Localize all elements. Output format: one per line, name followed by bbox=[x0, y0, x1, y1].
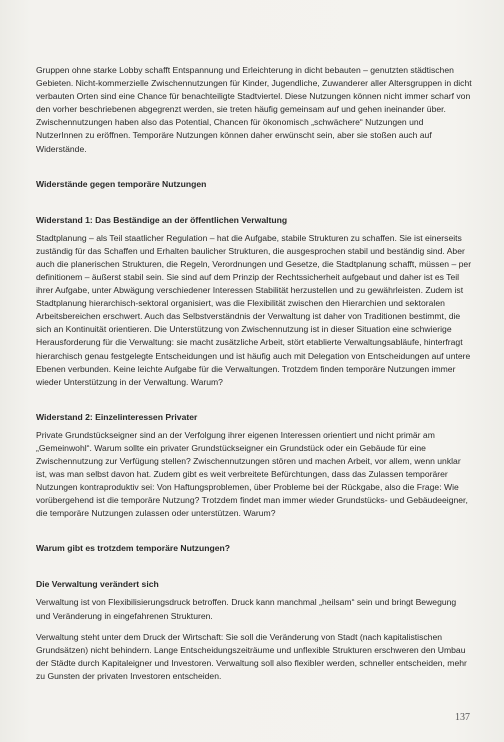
subheading-widerstand-1: Widerstand 1: Das Beständige an der öffentlichen Verwaltung bbox=[36, 214, 288, 225]
paragraph-widerstand-2: Private Grundstückseigner sind an der Verfolgung ihrer eigenen Interessen orientiert und nicht primär am „Gemeinwohl“. Warum sollte ein privater Grundstückseigner ein Grundstück oder ein Gebäude für eine Zwischennutzung zur Verfügung stellen? Zwischennutzungen stören und machen Arbeit, vor allem, wenn unklar ist, was man selbst davon hat. Zudem gibt es weit verbreitete Befürchtungen, dass das Zulassen temporärer Nutzungen kontraproduktiv sei: Von Haftungsproblemen, über Probleme bei der Rückgabe, also die Frage: Wie vorübergehend ist die temporäre Nutzung? Trotzdem findet man immer wieder Grundstücks- und Gebäudeeigner, die temporäre Nutzungen zulassen oder unterstützen. Warum? bbox=[36, 429, 468, 519]
paragraph-intro: Gruppen ohne starke Lobby schafft Entspannung und Erleichterung in dicht bebauten – genutzten städtischen Gebieten. Nicht-kommerzielle Zwischennutzungen für Kinder, Jugendliche, Zuwanderer aller Altersgruppen in dicht verbauten Orten sind eine Chance für benachteiligte Stadtviertel. Diese Nutzungen können nicht immer scharf von den vorher beschriebenen abgegrenzt werden, sie treten häufig gemeinsam auf und gehen ineinander über. Zwischennutzungen haben also das Potential, Chancen für ökonomisch „schwächere“ Nutzungen und NutzerInnen zu eröffnen. Temporäre Nutzungen können daher erwünscht sein, aber sie stoßen auch auf Widerstände. bbox=[36, 65, 472, 154]
section-heading-widerstaende: Widerstände gegen temporäre Nutzungen bbox=[36, 178, 207, 189]
subheading-widerstand-2: Widerstand 2: Einzelinteressen Privater bbox=[36, 411, 198, 422]
section-heading-warum: Warum gibt es trotzdem temporäre Nutzungen? bbox=[36, 543, 231, 554]
paragraph-verwaltung-1: Verwaltung ist von Flexibilisierungsdruck betroffen. Druck kann manchmal „heilsam“ sein und bringt Bewegung und Veränderung in eingefahrenen Strukturen. bbox=[36, 597, 457, 621]
subheading-verwaltung: Die Verwaltung verändert sich bbox=[36, 579, 159, 590]
paragraph-verwaltung-2: Verwaltung steht unter dem Druck der Wirtschaft: Sie soll die Veränderung von Stadt (nach kapitalistischen Grundsätzen) nicht behindern. Lange Entscheidungszeiträume und unflexible Strukturen erschweren den Umbau der Städte durch Kapitaleigner und Investoren. Verwaltung soll also flexibler werden, schneller entscheiden, mehr zu Gunsten der privaten Investoren entscheiden. bbox=[36, 631, 467, 681]
paragraph-widerstand-1: Stadtplanung – als Teil staatlicher Regulation – hat die Aufgabe, stabile Strukturen zu schaffen. Sie ist einerseits zuständig für das Schaffen und Erhalten baulicher Strukturen, die ausgesprochen stabil und beständig sind. Aber auch die planerischen Strukturen, die Regeln, Verordnungen und Gesetze, die Stadtplanung schafft, müssen – per definitionem – äußerst stabil sein. Sie sind auf dem Prinzip der Rechtssicherheit aufgebaut und daher ist es Teil ihrer Aufgabe, unter Abwägung verschiedener Interessen Stabilität herzustellen und zu gewährleisten. Zudem ist Stadtplanung hierarchisch-sektoral organisiert, was die Flexibilität zwischen den Hierarchien und sektoralen Arbeitsbereichen erschwert. Auch das Selbstverständnis der Verwaltung ist daher von Traditionen bestimmt, die sich an Kontinuität orientieren. Die Unterstützung von Zwischennutzung ist in dieser Situation eine schwierige Herausforderung für die Verwaltung: sie macht zusätzliche Arbeit, stört etablierte Verwaltungsabläufe, hinterfragt hierarchisch genau festgelegte Entscheidungen und ist häufig auch mit Delegation von Entscheidungen auf untere Ebenen verbunden. Keine leichte Aufgabe für die Verwaltungen. Trotzdem finden temporäre Nutzungen immer wieder Unterstützung in der Verwaltung. Warum? bbox=[36, 232, 472, 387]
page-content bbox=[36, 64, 472, 683]
page-number: 137 bbox=[455, 712, 470, 723]
